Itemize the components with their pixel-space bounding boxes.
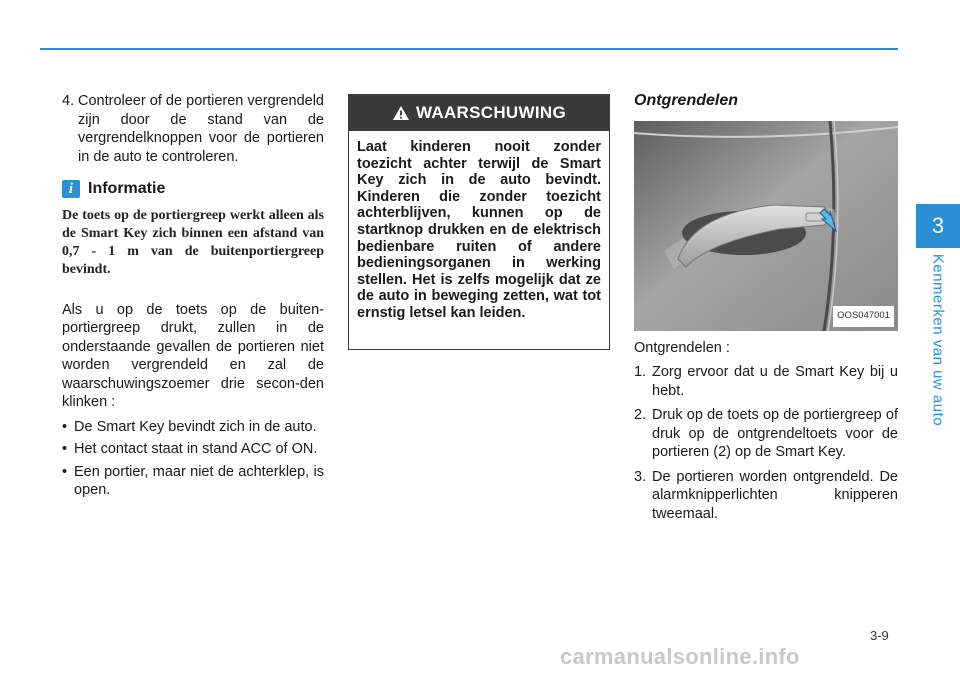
top-rule xyxy=(40,48,898,50)
warning-header xyxy=(349,95,609,131)
door-handle-illustration xyxy=(634,121,898,331)
step-number: 1. xyxy=(634,364,647,380)
warning-icon xyxy=(392,105,410,121)
info-icon: i xyxy=(62,180,80,198)
warning-box xyxy=(348,94,610,350)
left-column xyxy=(62,92,324,504)
watermark: carmanualsonline.info xyxy=(560,644,800,669)
chapter-side-title: Kenmerken van uw auto xyxy=(929,253,947,427)
step-text: De portieren worden ontgrendeld. De alarmknipperlichten knipperen tweemaal. xyxy=(652,468,898,522)
info-title: Informatie xyxy=(88,180,166,197)
list-item xyxy=(62,92,324,166)
image-code: OOS047001 xyxy=(833,306,894,327)
door-handle-photo xyxy=(634,121,898,331)
list-item: • Het contact staat in stand ACC of ON. xyxy=(62,440,324,459)
step-text: Zorg ervoor dat u de Smart Key bij u hebt. xyxy=(652,364,898,399)
intro-text: Ontgrendelen : xyxy=(634,339,730,356)
bullet-list xyxy=(62,418,324,500)
steps-list xyxy=(634,363,898,523)
bullet-text: Het contact staat in stand ACC of ON. xyxy=(74,441,318,457)
step-number: 2. xyxy=(634,407,647,423)
list-item xyxy=(634,406,898,462)
info-header xyxy=(62,180,324,199)
step-number: 3. xyxy=(634,468,647,485)
list-item: • Een portier, maar niet de achterklep, is open. xyxy=(62,463,324,498)
step-text: Druk op de toets op de portiergreep of druk op de ontgrendeltoets voor de portieren (2) op de Smart Key. xyxy=(652,407,898,460)
list-item xyxy=(634,468,898,524)
paragraph: Als u op de toets op de buiten-portiergreep drukt, zullen in de onderstaande gevallen de portieren niet worden vergrendeld en zal de waarschuwingszoemer drie secon-den klinken : xyxy=(62,301,324,410)
chapter-number-tab: 3 xyxy=(916,204,960,248)
bullet-text: De Smart Key bevindt zich in de auto. xyxy=(74,418,317,435)
warning-title: WAARSCHUWING xyxy=(416,103,566,122)
list-item xyxy=(634,363,898,400)
page-number: 3-9 xyxy=(870,628,889,643)
right-column xyxy=(634,92,898,529)
section-title: Ontgrendelen xyxy=(634,92,739,109)
item-text: Controleer of de portieren vergrendeld zijn door de stand van de vergrendelknoppen voor de portieren in de auto te controleren. xyxy=(78,93,324,165)
bullet-text: Een portier, maar niet de achterklep, is open. xyxy=(74,463,324,498)
list-item: • De Smart Key bevindt zich in de auto. xyxy=(62,418,324,437)
item-number: 4. xyxy=(62,93,75,109)
info-body: De toets op de portiergreep werkt alleen als de Smart Key zich binnen een afstand van 0,7 - 1 m van de buitenportiergreep bevindt. xyxy=(62,207,324,277)
warning-body: Laat kinderen nooit zonder toezicht achter terwijl de Smart Key zich in de auto bevindt. Kinderen die zonder toezicht achterblijven, kunnen op de startknop drukken en de elektrisch bedienbare ruiten of andere bedieningsorganen in werking stellen. Het is zelfs mogelijk dat ze de auto in beweging zetten, wat tot ernstig letsel kan leiden. xyxy=(357,139,601,321)
